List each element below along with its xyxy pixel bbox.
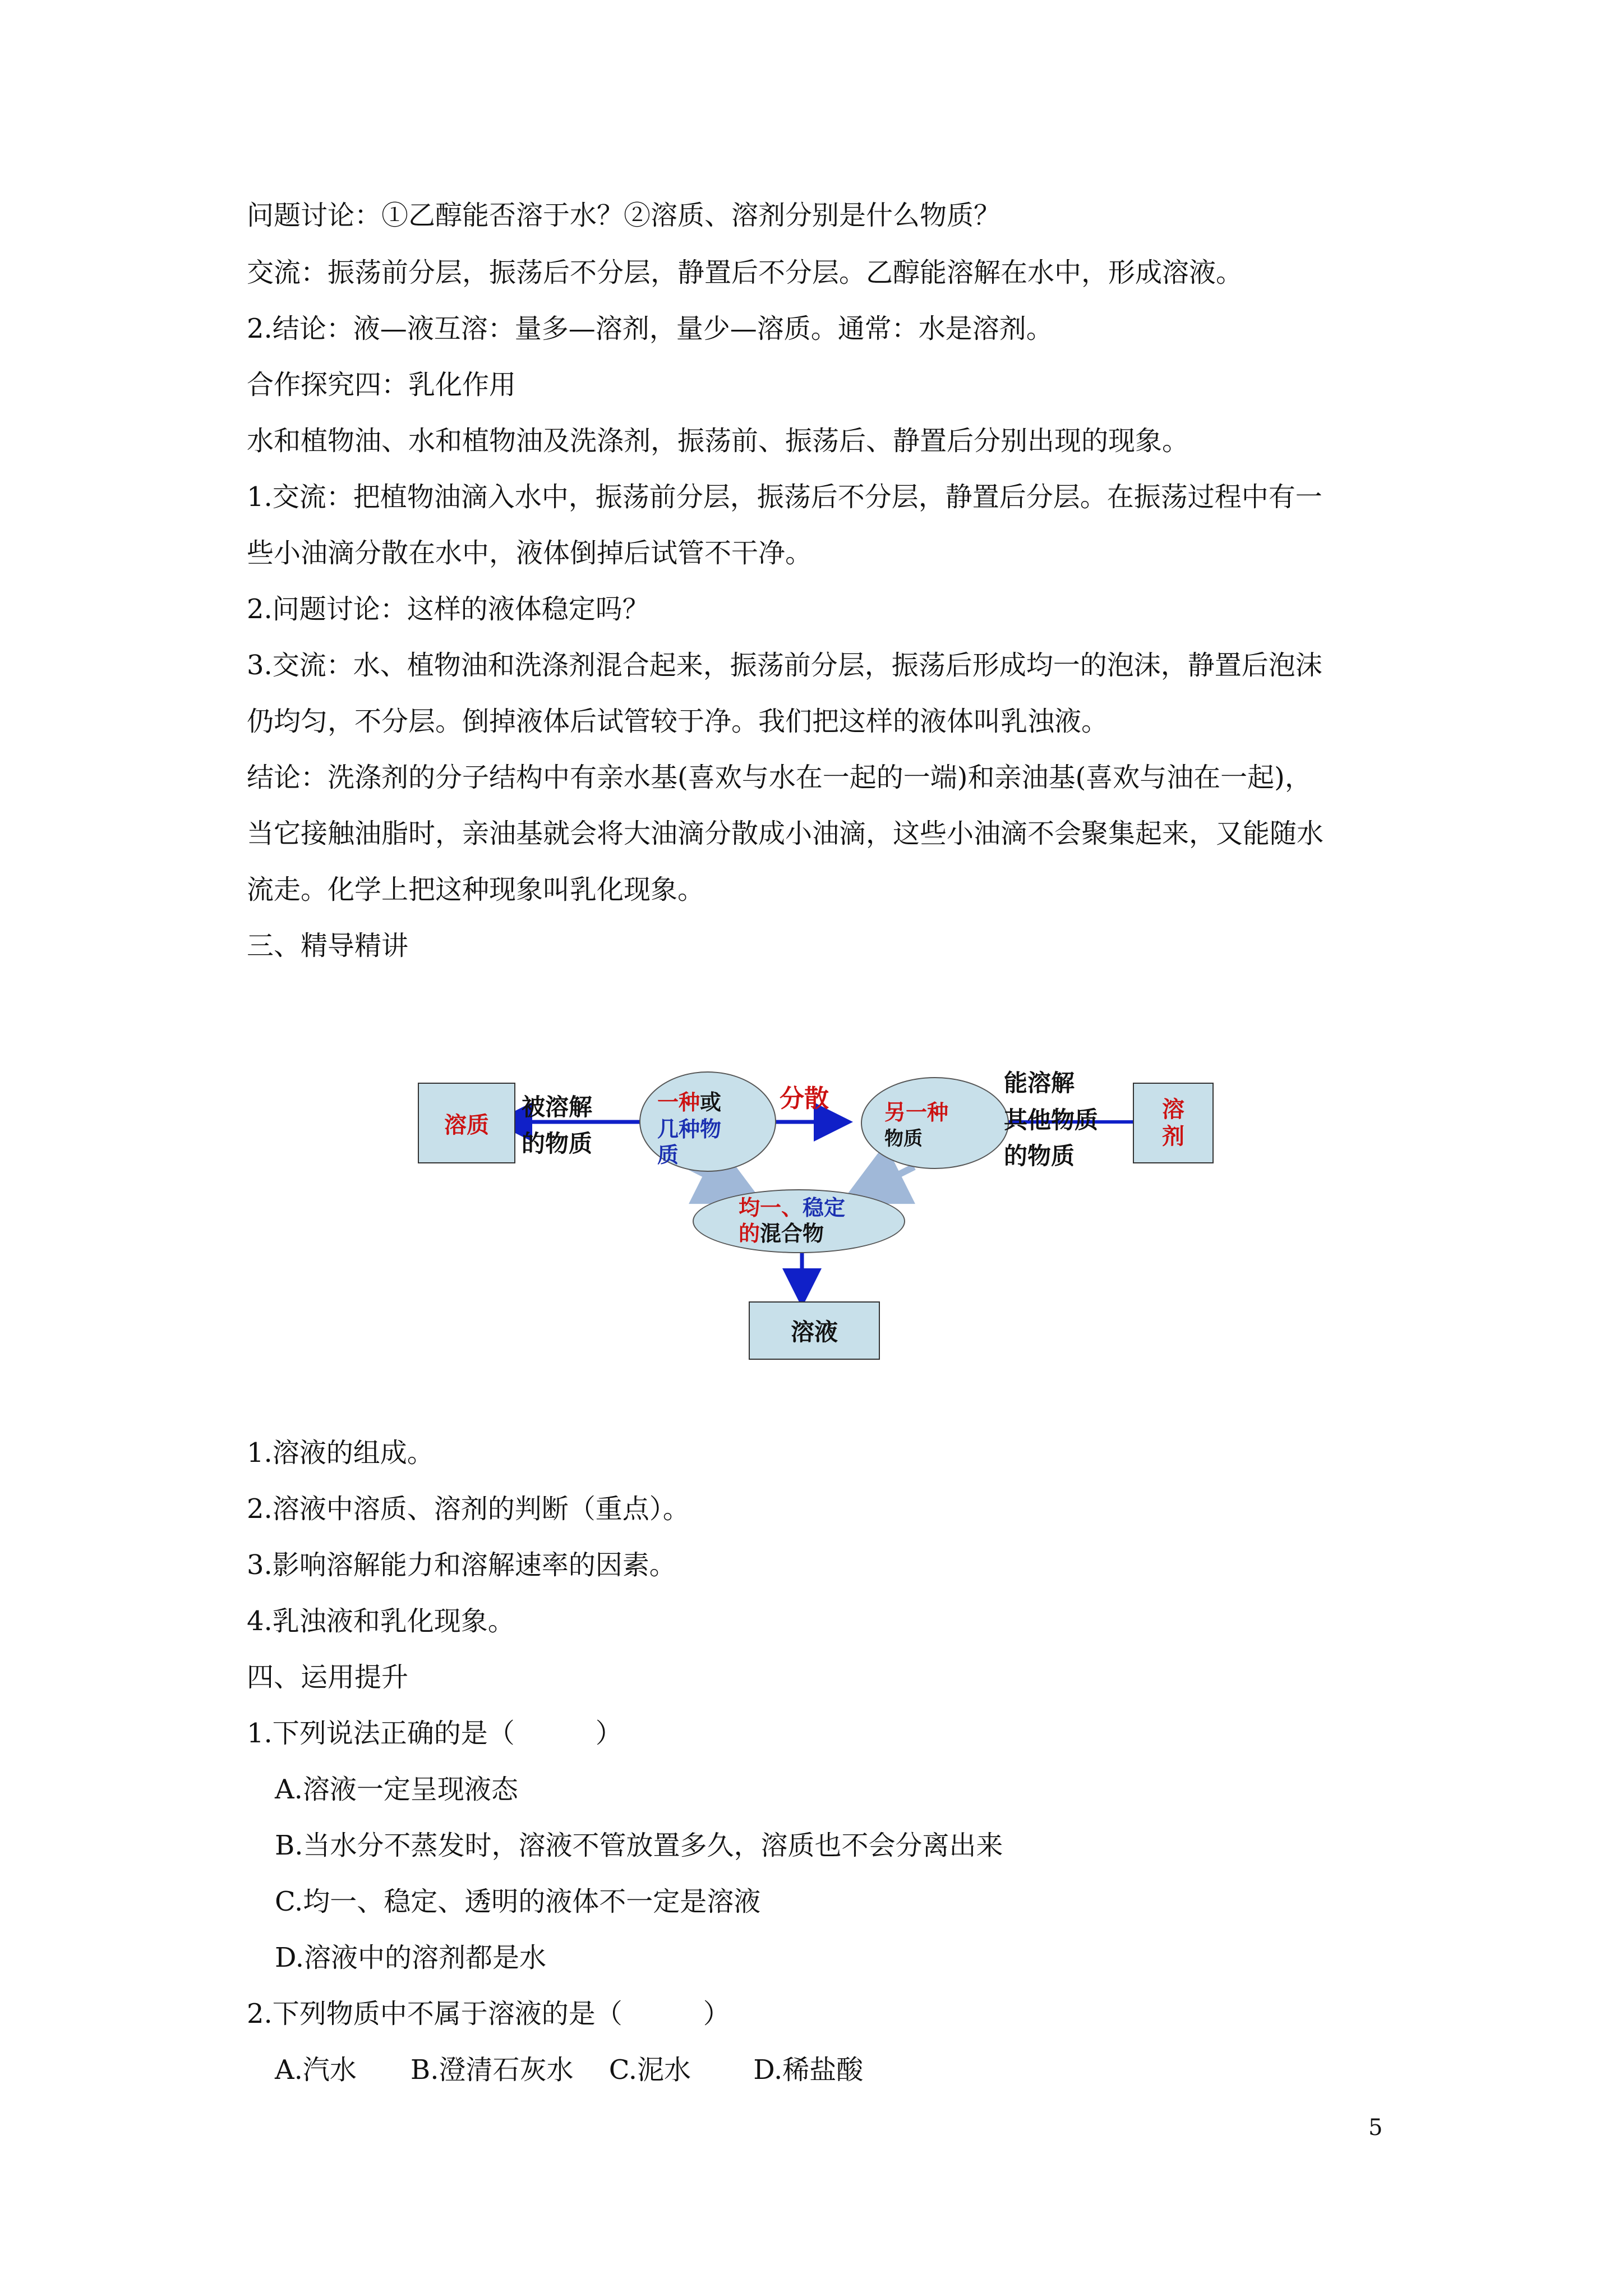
paragraph-line: 交流：振荡前分层，振荡后不分层，静置后不分层。乙醇能溶解在水中，形成溶液。 [247, 257, 1243, 288]
mixture-ellipse [693, 1189, 905, 1253]
substance: 质 [657, 1143, 679, 1167]
point-line: 4.乳浊液和乳化现象。 [247, 1605, 515, 1637]
question-option: B.当水分不蒸发时，溶液不管放置多久，溶质也不会分离出来 [275, 1830, 1003, 1861]
solvent-desc-2: 其他物质 [1004, 1106, 1099, 1134]
solute-box [418, 1083, 515, 1163]
several-kinds: 几种物 [657, 1117, 722, 1142]
question-option: D.溶液中的溶剂都是水 [275, 1942, 547, 1973]
paragraph-line: 2.问题讨论：这样的液体稳定吗？ [247, 593, 649, 625]
uniform: 均一、 [739, 1195, 803, 1220]
solute-desc-2: 的物质 [522, 1130, 593, 1157]
paragraph-line: 3.交流：水、植物油和洗涤剂混合起来，振荡前分层，振荡后形成均一的泡沫，静置后泡沫 [247, 650, 1322, 681]
one-kind: 一种 [657, 1090, 700, 1115]
paragraph-line: 当它接触油脂时，亲油基就会将大油滴分散成小油滴，这些小油滴不会聚集起来，又能随水 [247, 818, 1324, 849]
substance-2: 物质 [884, 1128, 923, 1150]
solute-desc-1: 被溶解 [522, 1093, 593, 1121]
section-heading: 合作探究四：乳化作用 [247, 369, 517, 401]
solute-box-label: 溶质 [444, 1112, 489, 1138]
solvent-desc-1: 能溶解 [1004, 1069, 1075, 1097]
solvent-box-label-2: 剂 [1162, 1124, 1184, 1149]
arrow-right-down [858, 1167, 914, 1195]
paragraph-line: 1.交流：把植物油滴入水中，振荡前分层，振荡后不分层，静置后分层。在振荡过程中有一 [247, 481, 1322, 513]
section-heading: 三、精导精讲 [247, 930, 409, 961]
question-option: C.均一、稳定、透明的液体不一定是溶液 [275, 1886, 761, 1917]
solvent-box-label-1: 溶 [1162, 1097, 1184, 1122]
solution-concept-diagram [409, 1055, 1223, 1419]
solution-box [749, 1301, 880, 1360]
question-option: A.溶液一定呈现液态 [275, 1774, 518, 1805]
point-line: 2.溶液中溶质、溶剂的判断（重点）。 [247, 1493, 690, 1525]
point-line: 3.影响溶解能力和溶解速率的因素。 [247, 1549, 676, 1581]
paragraph-line: 问题讨论：①乙醇能否溶于水？②溶质、溶剂分别是什么物质？ [247, 200, 1001, 231]
solvent-source-ellipse [861, 1077, 1009, 1169]
paragraph-line: 些小油滴分散在水中，液体倒掉后试管不干净。 [247, 537, 813, 569]
paragraph-line: 水和植物油、水和植物油及洗涤剂，振荡前、振荡后、静置后分别出现的现象。 [247, 425, 1189, 457]
solvent-box [1133, 1083, 1214, 1163]
section-heading: 四、运用提升 [247, 1662, 409, 1693]
solution-box-label: 溶液 [790, 1318, 838, 1346]
paragraph-line: 2.结论：液—液互溶：量多—溶剂，量少—溶质。通常：水是溶剂。 [247, 313, 1053, 344]
question-stem: 2.下列物质中不属于溶液的是（ ） [247, 1998, 730, 2030]
page-number: 5 [1368, 2115, 1383, 2141]
paragraph-line: 结论：洗涤剂的分子结构中有亲水基(喜欢与水在一起的一端)和亲油基(喜欢与油在一起)， [247, 762, 1312, 793]
solute-source-ellipse [639, 1071, 776, 1172]
solvent-desc-3: 的物质 [1004, 1142, 1075, 1170]
point-line: 1.溶液的组成。 [247, 1437, 434, 1469]
paragraph-line: 仍均匀，不分层。倒掉液体后试管较于净。我们把这样的液体叫乳浊液。 [247, 706, 1109, 737]
paragraph-line: 流走。化学上把这种现象叫乳化现象。 [247, 874, 705, 905]
of: 的 [739, 1221, 760, 1246]
question-options: A.汽水 B.澄清石灰水 C.泥水 D.稀盐酸 [275, 2054, 864, 2086]
mixture: 混合物 [760, 1221, 824, 1246]
disperse-label: 分散 [780, 1084, 829, 1113]
stable: 稳定 [803, 1195, 846, 1220]
question-stem: 1.下列说法正确的是（ ） [247, 1718, 623, 1749]
another-kind: 另一种 [884, 1100, 949, 1125]
or: 或 [700, 1090, 722, 1115]
